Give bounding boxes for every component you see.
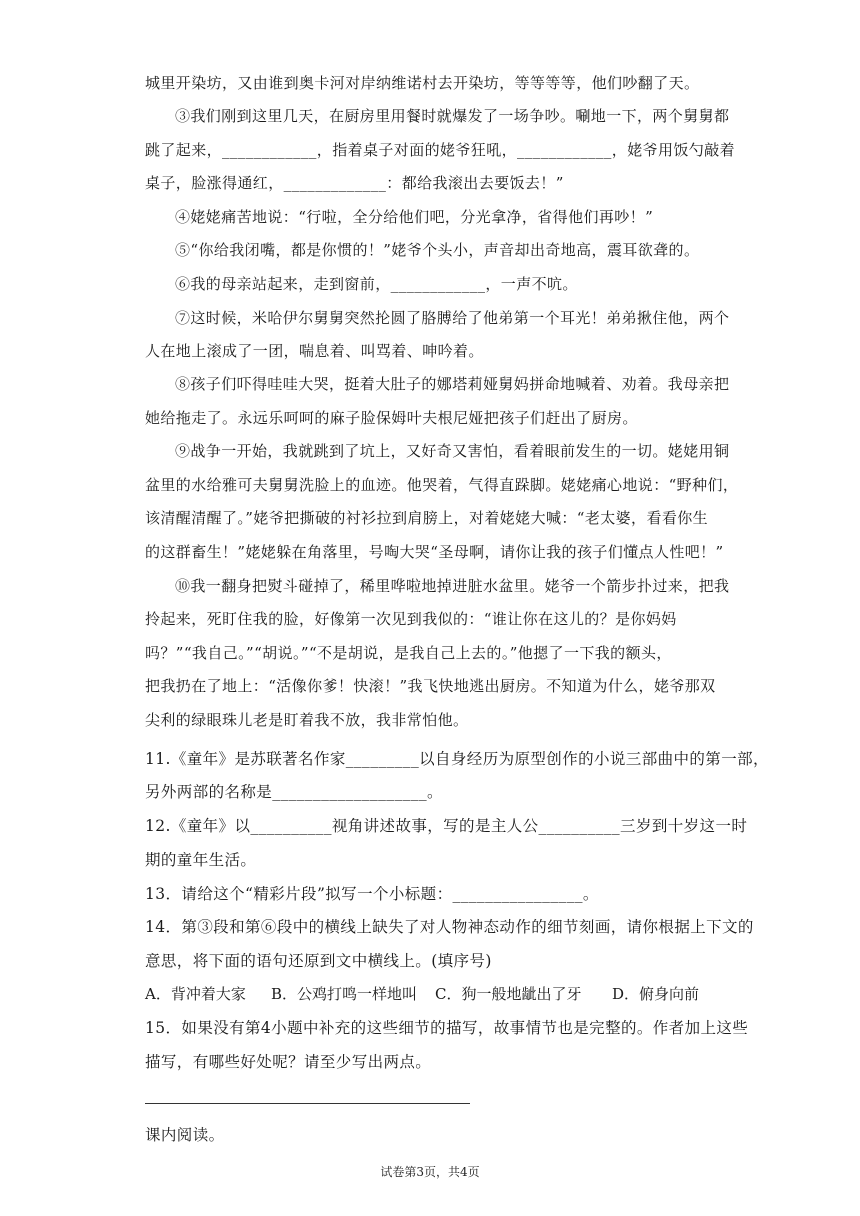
option-b: B．公鸡打鸣一样地叫 [271,985,418,1003]
passage-line: ⑧孩子们吓得哇哇大哭，挺着大肚子的娜塔莉娅舅妈拼命地喊着、劝着。我母亲把 [175,375,730,393]
question-12-line: 期的童年生活。 [145,851,257,869]
passage-line: 她给拖走了。永远乐呵呵的麻子脸保姆叶夫根尼娅把孩子们赶出了厨房。 [145,409,638,427]
passage-line: ⑤“你给我闭嘴，都是你惯的！”姥爷个头小，声音却出奇地高，震耳欲聋的。 [175,241,700,259]
option-a: A．背冲着大家 [145,985,246,1003]
passage-line: ⑥我的母亲站起来，走到窗前，____________，一声不吭。 [175,275,578,293]
passage-line: 桌子，脸涨得通红，_____________：都给我滚出去要饭去！” [145,174,564,192]
page-footer: 试卷第3页，共4页 [380,1165,480,1179]
passage-line: ⑨战争一开始，我就跳到了坑上，又好奇又害怕，看着眼前发生的一切。姥姥用铜 [175,442,730,460]
passage-line: 尖利的绿眼珠儿老是盯着我不放，我非常怕他。 [145,711,469,729]
passage-line: ⑦这时候，米哈伊尔舅舅突然抡圆了胳膊给了他弟第一个耳光！弟弟揪住他，两个 [175,309,730,327]
passage-line: 该清醒清醒了。”姥爷把撕破的衬衫拉到肩膀上，对着姥姥大喊：“老太婆，看看你生 [145,509,709,527]
section-heading: 课内阅读。 [145,1126,225,1144]
passage-line: 吗？”“我自己。”“胡说。”“不是胡说，是我自己上去的。”他摁了一下我的额头， [145,644,672,662]
question-11-line: 11.《童年》是苏联著名作家_________以自身经历为原型创作的小说三部曲中的第一部， [145,750,769,768]
passage-line: ④姥姥痛苦地说：“行啦，全分给他们吧，分光拿净，省得他们再吵！” [175,208,654,226]
question-14-line: 14．第③段和第⑥段中的横线上缺失了对人物神态动作的细节刻画，请你根据上下文的 [145,918,754,936]
question-15-line: 15．如果没有第4小题中补充的这些细节的描写，故事情节也是完整的。作者加上这些 [145,1019,749,1037]
passage-line: 跳了起来，____________，指着桌子对面的姥爷狂吼，____________，姥爷用饭勺敲着 [145,141,736,159]
answer-blank-line[interactable] [145,1103,470,1104]
question-14-options [145,984,720,1004]
passage-line: ⑩我一翻身把熨斗碰掉了，稀里哗啦地掉进脏水盆里。姥爷一个箭步扑过来，把我 [175,577,730,595]
passage-line: 人在地上滚成了一团，喘息着、叫骂着、呻吟着。 [145,342,484,360]
passage-line: ③我们刚到这里几天，在厨房里用餐时就爆发了一场争吵。唰地一下，两个舅舅都 [175,107,730,125]
question-13-line: 13．请给这个“精彩片段”拟写一个小标题：________________。 [145,885,599,903]
passage-line: 拎起来，死盯住我的脸，好像第一次见到我似的：“谁让你在这儿的？是你妈妈 [145,610,677,628]
question-15-line: 描写，有哪些好处呢？请至少写出两点。 [145,1053,432,1071]
passage-line: 把我扔在了地上：“活像你爹！快滚！”我飞快地逃出厨房。不知道为什么，姥爷那双 [145,677,716,695]
passage-line: 城里开染坊，又由谁到奥卡河对岸纳维诺村去开染坊，等等等等，他们吵翻了天。 [145,74,700,92]
question-14-line: 意思，将下面的语句还原到文中横线上。(填序号) [145,952,492,970]
option-d: D．俯身向前 [612,985,700,1003]
passage-line: 盆里的水给雅可夫舅舅洗脸上的血迹。他哭着，气得直跺脚。姥姥痛心地说：“野种们， [145,476,739,494]
option-c: C．狗一般地龇出了牙 [435,985,582,1003]
question-12-line: 12.《童年》以__________视角讲述故事，写的是主人公__________三岁到十岁这一时 [145,817,748,835]
passage-line: 的这群畜生！”姥姥躲在角落里，号啕大哭“圣母啊，请你让我的孩子们懂点人性吧！” [145,543,724,561]
question-11-line: 另外两部的名称是___________________。 [145,783,443,801]
